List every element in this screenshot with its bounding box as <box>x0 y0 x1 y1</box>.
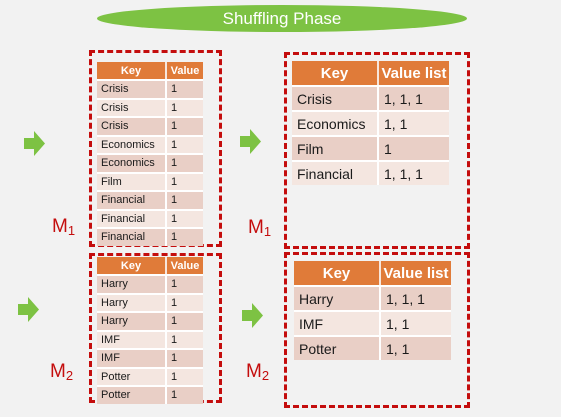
key-cell: Film <box>292 135 379 160</box>
key-cell: Financial <box>292 160 379 185</box>
table-row <box>97 330 203 349</box>
key-cell: IMF <box>97 330 167 349</box>
value-cell: 1 <box>167 348 203 367</box>
key-cell: Financial <box>97 209 167 228</box>
key-cell: Potter <box>294 335 381 360</box>
value-list-header: Value list <box>381 261 451 285</box>
table-header-row <box>292 61 449 85</box>
table-row <box>97 227 203 246</box>
m1-input-table <box>97 62 203 246</box>
m1-output-table <box>292 61 449 185</box>
table-row <box>97 348 203 367</box>
table-row <box>292 85 449 110</box>
value-cell: 1 <box>167 330 203 349</box>
table-row <box>294 335 451 360</box>
key-cell: Film <box>97 172 167 191</box>
key-cell: Economics <box>97 135 167 154</box>
key-cell: Harry <box>97 274 167 293</box>
table-row <box>97 311 203 330</box>
key-header: Key <box>292 61 379 85</box>
table-header-row <box>294 261 451 285</box>
m2-label-right: $M_2$ <box>246 361 270 383</box>
m1-label-left: $M_1$ <box>52 216 76 238</box>
table-row <box>97 172 203 191</box>
value-cell: 1 <box>167 293 203 312</box>
key-cell: Harry <box>97 311 167 330</box>
table-row <box>292 135 449 160</box>
value-header: Value <box>167 62 203 79</box>
key-cell: IMF <box>294 310 381 335</box>
value-header: Value <box>167 257 203 274</box>
value-cell: 1 <box>167 311 203 330</box>
table-row <box>97 116 203 135</box>
value-cell: 1 <box>167 116 203 135</box>
table-header-row <box>97 257 203 274</box>
table-row <box>292 160 449 185</box>
table-row <box>294 285 451 310</box>
key-cell: IMF <box>97 348 167 367</box>
key-cell: Economics <box>292 110 379 135</box>
table-row <box>97 153 203 172</box>
key-cell: Harry <box>97 293 167 312</box>
key-cell: Economics <box>97 153 167 172</box>
value-list-cell: 1, 1, 1 <box>381 285 451 310</box>
value-cell: 1 <box>167 209 203 228</box>
value-cell: 1 <box>167 367 203 386</box>
table-row <box>97 274 203 293</box>
key-header: Key <box>97 62 167 79</box>
table-row <box>294 310 451 335</box>
value-cell: 1 <box>167 98 203 117</box>
table-row <box>292 110 449 135</box>
arrow-right-icon <box>242 302 264 329</box>
table-row <box>97 385 203 404</box>
value-list-header: Value list <box>379 61 449 85</box>
value-cell: 1 <box>167 135 203 154</box>
table-row <box>97 367 203 386</box>
key-cell: Financial <box>97 227 167 246</box>
table-row <box>97 98 203 117</box>
value-list-cell: 1, 1 <box>381 335 451 360</box>
table-row <box>97 135 203 154</box>
value-cell: 1 <box>167 79 203 98</box>
value-cell: 1 <box>167 153 203 172</box>
value-list-cell: 1, 1, 1 <box>379 160 449 185</box>
value-cell: 1 <box>167 227 203 246</box>
key-cell: Crisis <box>292 85 379 110</box>
table-row <box>97 209 203 228</box>
value-list-cell: 1, 1, 1 <box>379 85 449 110</box>
table-header-row <box>97 62 203 79</box>
table-row <box>97 190 203 209</box>
key-cell: Harry <box>294 285 381 310</box>
key-cell: Potter <box>97 367 167 386</box>
value-cell: 1 <box>167 172 203 191</box>
m2-input-table <box>97 257 203 404</box>
m1-label-right: $M_1$ <box>248 217 272 239</box>
table-row <box>97 79 203 98</box>
arrow-right-icon <box>18 296 40 323</box>
value-list-cell: 1 <box>379 135 449 160</box>
key-cell: Potter <box>97 385 167 404</box>
key-cell: Crisis <box>97 79 167 98</box>
arrow-right-icon <box>240 128 262 155</box>
key-header: Key <box>294 261 381 285</box>
table-row <box>97 293 203 312</box>
value-cell: 1 <box>167 274 203 293</box>
phase-title: Shuffling Phase <box>222 9 342 28</box>
value-list-cell: 1, 1 <box>379 110 449 135</box>
key-header: Key <box>97 257 167 274</box>
key-cell: Crisis <box>97 116 167 135</box>
m2-label-left: $M_2$ <box>50 361 74 383</box>
key-cell: Crisis <box>97 98 167 117</box>
value-cell: 1 <box>167 385 203 404</box>
arrow-right-icon <box>24 130 46 157</box>
key-cell: Financial <box>97 190 167 209</box>
value-list-cell: 1, 1 <box>381 310 451 335</box>
value-cell: 1 <box>167 190 203 209</box>
m2-output-table <box>294 261 451 360</box>
phase-title-banner <box>97 5 467 32</box>
